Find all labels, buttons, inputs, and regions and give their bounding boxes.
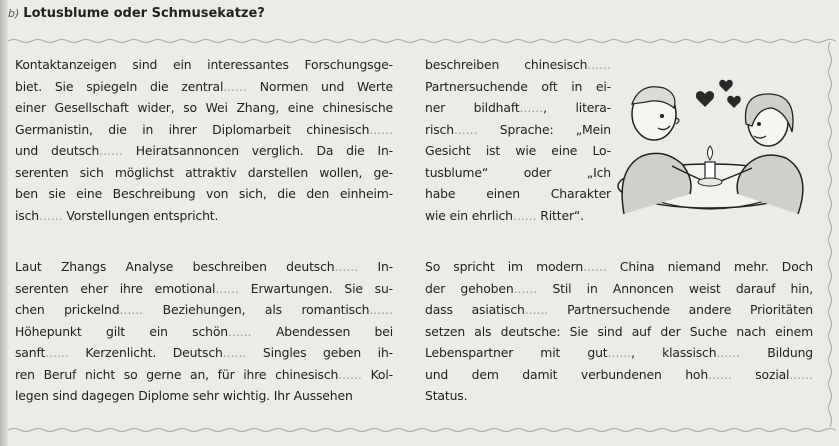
text-line: [425, 183, 611, 205]
text-segment: Singles geben ih-: [246, 345, 393, 360]
text-line: [425, 140, 611, 162]
text-line: [15, 76, 393, 98]
text-segment: Normen und Werte: [246, 78, 393, 94]
text-line: [15, 162, 393, 184]
fill-in-blank: ......: [512, 207, 537, 223]
fill-in-blank: ......: [369, 121, 393, 137]
text-line: [15, 97, 393, 119]
fill-in-blank: ......: [583, 259, 607, 274]
text-segment: setzen als deutsche: Sie sind auf der Suche nach einem: [425, 323, 813, 339]
text-line: [425, 76, 611, 98]
text-line: [15, 205, 393, 227]
exercise-heading: [8, 6, 265, 21]
text-line: [15, 256, 393, 278]
text-line: [15, 183, 393, 205]
text-segment: Höhepunkt gilt ein schön: [15, 323, 228, 339]
text-segment: Stil in Annoncen weist darauf hin,: [537, 280, 813, 296]
text-segment: Kol-: [361, 366, 393, 382]
fill-in-blank: ......: [38, 207, 63, 223]
top-wavy-divider: [8, 36, 836, 46]
text-segment: chen prickelnd: [15, 302, 120, 317]
text-segment: Sprache: „Mein: [477, 121, 611, 137]
text-line: [425, 278, 813, 300]
text-column-4: [425, 256, 813, 407]
text-segment: habe einen Charakter: [425, 186, 611, 201]
text-segment: ner bildhaft: [425, 100, 520, 115]
text-line: [15, 140, 393, 162]
text-line: [15, 364, 393, 386]
text-line: [15, 385, 393, 407]
text-segment: , litera-: [543, 100, 611, 115]
right-wavy-border: [826, 42, 834, 427]
text-line: [425, 342, 813, 364]
text-segment: ren Beruf nicht so gerne an, für ihre chinesisch: [15, 366, 339, 382]
text-line: [425, 364, 813, 386]
text-segment: legen sind dagegen Diplome sehr wichtig. Ihr Aussehen: [15, 388, 353, 403]
fill-in-blank: ......: [607, 345, 632, 360]
text-segment: Laut Zhangs Analyse beschreiben deutsch: [15, 259, 335, 274]
couple-illustration-icon: [602, 64, 822, 234]
text-segment: beschreiben chinesisch: [425, 57, 588, 72]
text-segment: risch: [425, 121, 454, 137]
text-segment: Heiratsannoncen verglich. Da die In-: [122, 143, 393, 158]
text-segment: Erwartungen. Sie su-: [239, 280, 394, 296]
text-line: [15, 119, 393, 141]
fill-in-blank: ......: [338, 366, 362, 382]
text-line: [425, 119, 611, 141]
text-segment: Partnersuchende oft in ei-: [425, 78, 611, 94]
fill-in-blank: ......: [513, 280, 538, 296]
text-line: [425, 162, 611, 184]
fill-in-blank: ......: [587, 57, 611, 72]
text-segment: Partnersuchende andere Prioritäten: [548, 302, 814, 317]
text-line: [425, 97, 611, 119]
text-segment: Bildung: [740, 345, 813, 360]
text-line: [425, 321, 813, 343]
text-segment: einer Gesellschaft wider, so Wei Zhang, eine chinesische: [15, 100, 393, 115]
text-segment: Abendessen bei: [251, 323, 393, 339]
text-segment: Lebenspartner mit gut: [425, 345, 608, 360]
text-segment: biet. Sie spiegeln die zentral: [15, 78, 224, 94]
fill-in-blank: ......: [223, 78, 247, 94]
text-segment: Vorstellungen entspricht.: [62, 207, 219, 223]
fill-in-blank: ......: [222, 345, 247, 360]
text-line: [425, 205, 611, 227]
text-segment: In-: [358, 259, 394, 274]
text-segment: dass asiatisch: [425, 302, 525, 317]
text-line: [425, 54, 611, 76]
text-segment: serenten eher ihre emotional: [15, 280, 216, 296]
text-line: [15, 278, 393, 300]
text-segment: Kerzenlicht. Deutsch: [68, 345, 223, 360]
fill-in-blank: ......: [45, 345, 69, 360]
text-segment: tusblume“ oder „Ich: [425, 164, 611, 180]
exercise-title: Lotusblume oder Schmusekatze?: [23, 6, 265, 21]
text-column-1: [15, 54, 393, 226]
text-segment: China niemand mehr. Doch: [606, 259, 813, 274]
text-column-2: [15, 256, 393, 407]
fill-in-blank: ......: [215, 280, 239, 296]
text-segment: und deutsch: [15, 143, 100, 158]
text-segment: wie ein ehrlich: [425, 207, 513, 223]
text-column-3: [425, 54, 611, 226]
fill-in-blank: ......: [227, 323, 252, 339]
text-segment: sozial: [731, 366, 790, 382]
text-segment: Ritter“.: [536, 207, 584, 223]
text-line: [15, 299, 393, 321]
page-binding-edge: [0, 0, 8, 446]
text-line: [425, 256, 813, 278]
text-line: [15, 321, 393, 343]
text-segment: , klassisch: [631, 345, 717, 360]
text-line: [425, 385, 813, 407]
text-line: [15, 54, 393, 76]
fill-in-blank: ......: [369, 302, 393, 317]
text-segment: serenten sich möglichst attraktiv darstellen wollen, ge-: [15, 164, 393, 180]
exercise-label: b): [8, 7, 20, 20]
text-segment: der gehoben: [425, 280, 514, 296]
text-line: [15, 342, 393, 364]
text-segment: Status.: [425, 388, 468, 403]
text-segment: ben sie eine Beschreibung von sich, die den einheim-: [15, 186, 393, 201]
fill-in-blank: ......: [334, 259, 359, 274]
text-segment: und dem damit verbundenen hoh: [425, 366, 709, 382]
fill-in-blank: ......: [524, 302, 549, 317]
text-segment: sanft: [15, 345, 46, 360]
text-segment: Germanistin, die in ihrer Diplomarbeit chinesisch: [15, 121, 370, 137]
fill-in-blank: ......: [99, 143, 123, 158]
fill-in-blank: ......: [519, 100, 544, 115]
text-segment: isch: [15, 207, 39, 223]
text-segment: Kontaktanzeigen sind ein interessantes Forschungsge-: [15, 57, 393, 72]
fill-in-blank: ......: [716, 345, 741, 360]
text-segment: Beziehungen, als romantisch: [143, 302, 370, 317]
text-segment: So spricht im modern: [425, 259, 584, 274]
fill-in-blank: ......: [789, 366, 813, 382]
fill-in-blank: ......: [453, 121, 478, 137]
bottom-wavy-divider: [8, 425, 836, 435]
text-segment: Gesicht ist wie eine Lo-: [425, 143, 611, 158]
fill-in-blank: ......: [708, 366, 732, 382]
fill-in-blank: ......: [119, 302, 144, 317]
text-line: [425, 299, 813, 321]
